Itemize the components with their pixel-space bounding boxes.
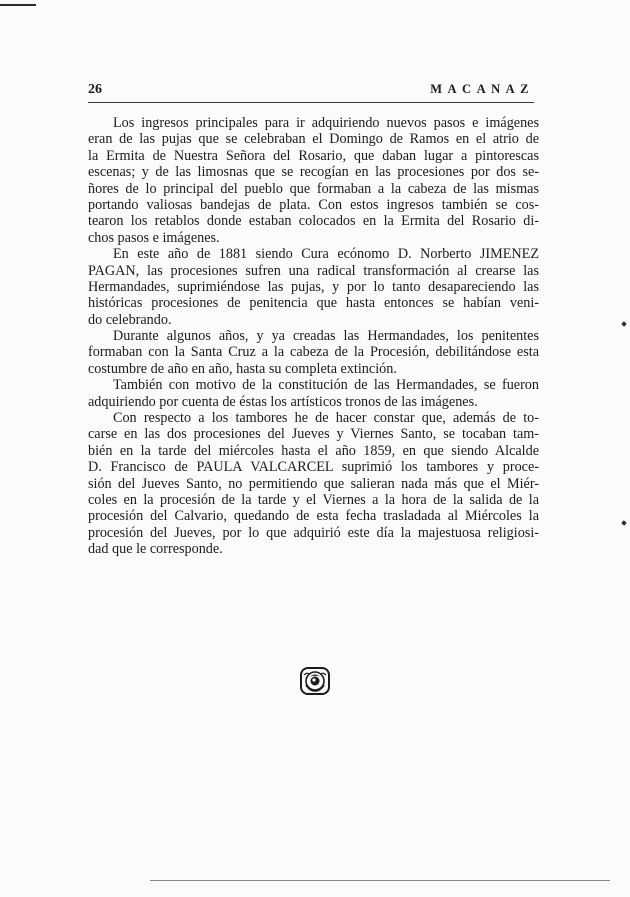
text-line: eran de las pujas que se celebraban el Domingo de Ramos en el atrio de	[88, 131, 539, 148]
text-line: coles en la procesión de la tarde y el Viernes a la hora de la salida de la	[88, 491, 539, 508]
bottom-rule	[150, 880, 610, 881]
text-line: Con respecto a los tambores he de hacer constar que, además de to-	[113, 410, 539, 427]
paragraph-penitentes	[88, 328, 539, 377]
text-line: la Ermita de Nuestra Señora del Rosario, que daban lugar a pintorescas	[88, 147, 539, 164]
text-line: Hermandades, suprimiéndose las pujas, y por lo tanto desapareciendo las	[88, 278, 539, 295]
text-line: carse en las dos procesiones del Jueves y Viernes Santo, se tocaban tam-	[88, 426, 539, 443]
text-line: tearon los retablos donde estaban colocados en la Ermita del Rosario di-	[88, 213, 539, 230]
text-line: Los ingresos principales para ir adquiriendo nuevos pasos e imágenes	[113, 115, 539, 131]
margin-mark	[621, 520, 627, 526]
body-text	[88, 115, 539, 558]
margin-mark	[621, 321, 627, 327]
paragraph-ingresos	[88, 115, 539, 246]
text-line: escenas; y de las limosnas que se recogían en las procesiones por dos se-	[88, 164, 539, 181]
text-line: históricas procesiones de penitencia que hasta entonces se habían veni-	[88, 295, 539, 312]
text-line: do celebrando.	[88, 311, 172, 328]
text-line: formaban con la Santa Cruz a la cabeza de la Procesión, debilitándose esta	[88, 344, 539, 361]
page-corner-mark	[0, 4, 36, 6]
running-title: MACANAZ	[430, 82, 534, 96]
text-line: bién en la tarde del miércoles hasta el año 1859, en que siendo Alcalde	[88, 442, 539, 459]
text-line: En este año de 1881 siendo Cura ecónomo D. Norberto JIMENEZ	[113, 246, 539, 263]
page-header	[88, 82, 534, 104]
text-line: procesión del Jueves, por lo que adquirió este día la majestuosa religiosi-	[88, 524, 539, 541]
text-line: procesión del Calvario, quedando de esta fecha trasladada al Miércoles la	[88, 508, 539, 525]
rose-flower-vignette-icon	[300, 667, 330, 695]
text-line: adquiriendo por cuenta de éstas los artísticos tronos de las imágenes.	[88, 393, 478, 410]
text-line: Durante algunos años, y ya creadas las Hermandades, los penitentes	[113, 328, 539, 345]
text-line: También con motivo de la constitución de las Hermandades, se fueron	[113, 377, 539, 394]
text-line: D. Francisco de PAULA VALCARCEL suprimió los tambores y proce-	[88, 459, 539, 476]
header-rule	[88, 102, 534, 103]
paragraph-1881	[88, 246, 539, 328]
text-line: costumbre de año en año, hasta su completa extinción.	[88, 360, 397, 377]
text-line: sión del Jueves Santo, no permitiendo que salieran nada más que el Miér-	[88, 475, 539, 492]
text-line: dad que le corresponde.	[88, 541, 223, 558]
page-number: 26	[88, 82, 102, 97]
paragraph-tambores	[88, 410, 539, 558]
text-line: portando valiosas bandejas de plata. Con estos ingresos también se cos-	[88, 196, 539, 213]
text-line: PAGAN, las procesiones sufren una radical transformación al crearse las	[88, 262, 539, 279]
text-line: ñores de lo principal del pueblo que formaban a la cabeza de las mismas	[88, 180, 539, 197]
text-line: chos pasos e imágenes.	[88, 229, 220, 246]
paragraph-tronos	[88, 377, 539, 410]
